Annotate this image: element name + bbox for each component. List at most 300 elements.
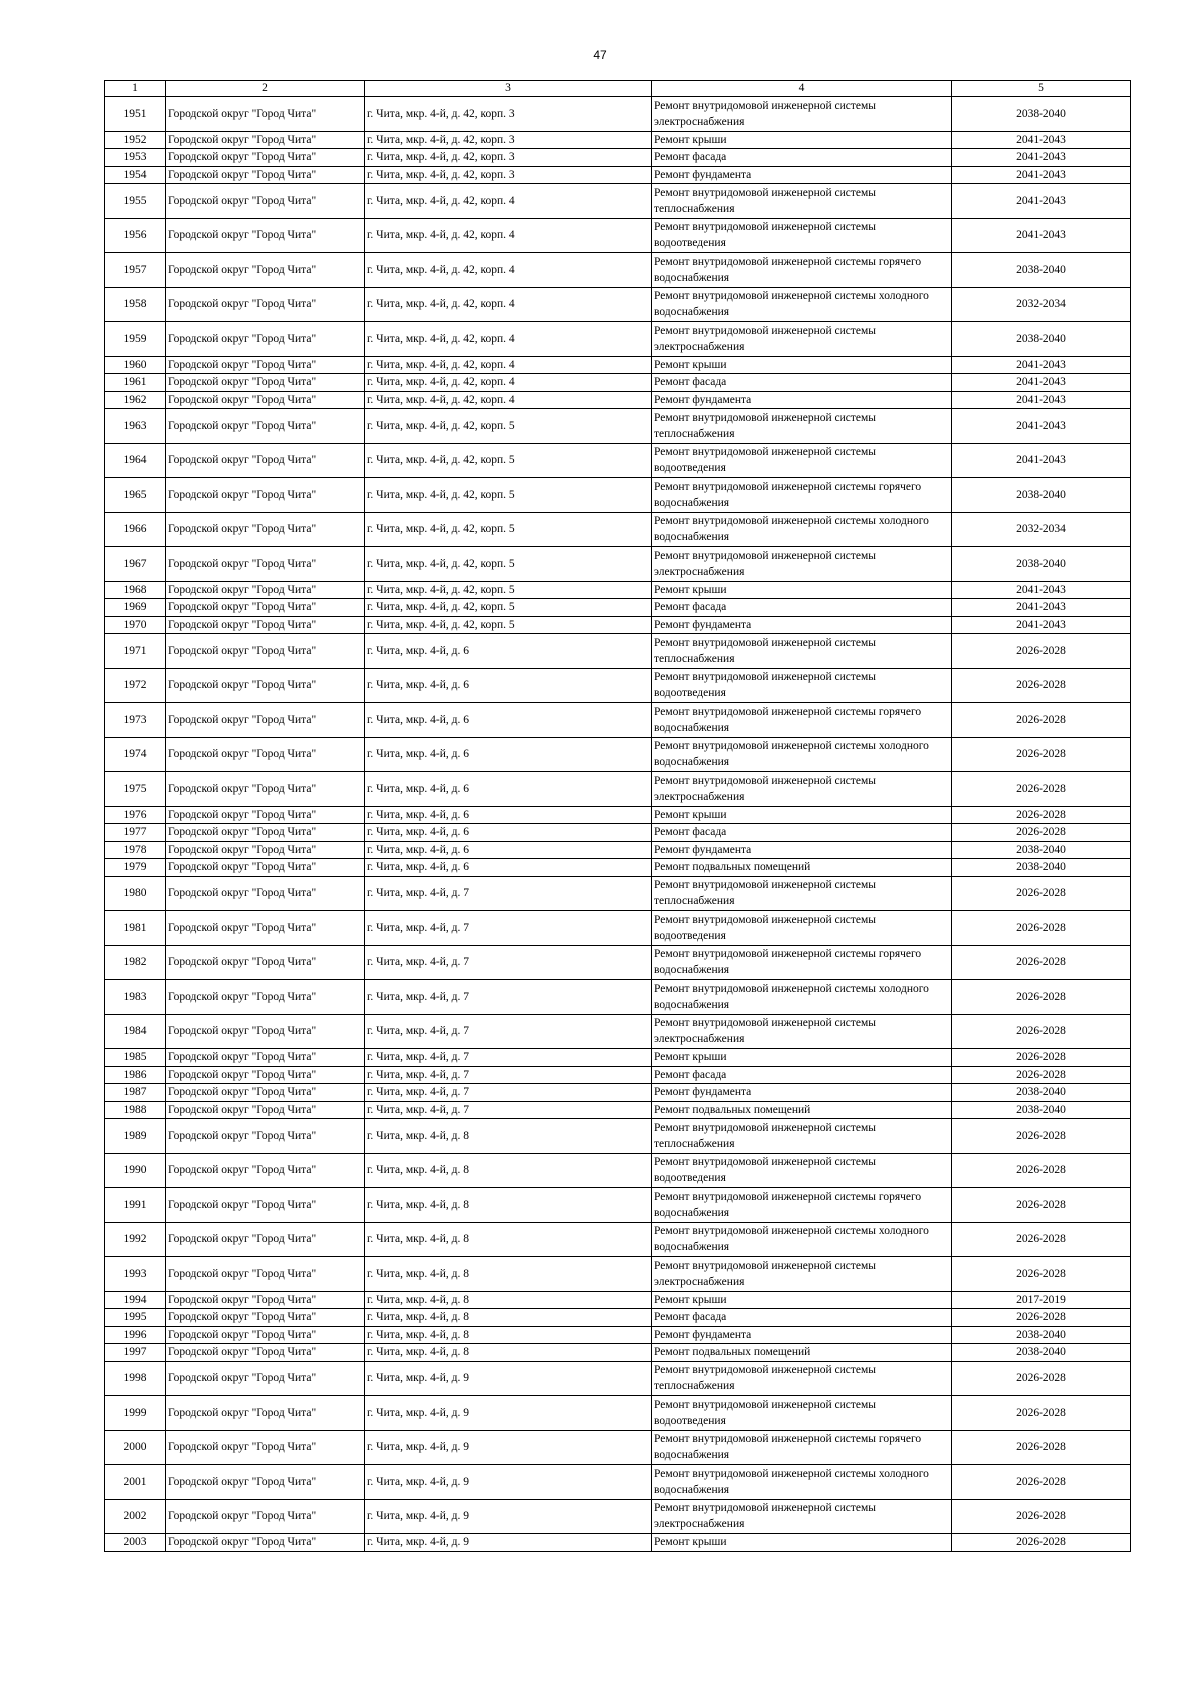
period-cell: 2038-2040 (952, 1101, 1131, 1119)
row-number-cell: 1979 (105, 859, 166, 877)
address-cell: г. Чита, мкр. 4-й, д. 7 (365, 1049, 652, 1067)
municipality-cell: Городской округ "Город Чита" (166, 824, 365, 842)
municipality-cell: Городской округ "Город Чита" (166, 1188, 365, 1223)
municipality-cell: Городской округ "Город Чита" (166, 1066, 365, 1084)
row-number-cell: 1962 (105, 391, 166, 409)
row-number-cell: 1955 (105, 184, 166, 219)
work-type-cell: Ремонт внутридомовой инженерной системы горячего водоснабжения (652, 1188, 952, 1223)
period-cell: 2026-2028 (952, 1188, 1131, 1223)
table-row (105, 287, 1131, 322)
address-cell: г. Чита, мкр. 4-й, д. 7 (365, 876, 652, 911)
period-cell: 2026-2028 (952, 1309, 1131, 1327)
address-cell: г. Чита, мкр. 4-й, д. 9 (365, 1361, 652, 1396)
period-cell: 2032-2034 (952, 287, 1131, 322)
table-row (105, 184, 1131, 219)
address-cell: г. Чита, мкр. 4-й, д. 42, корп. 4 (365, 253, 652, 288)
work-type-cell: Ремонт внутридомовой инженерной системы теплоснабжения (652, 409, 952, 444)
work-type-cell: Ремонт внутридомовой инженерной системы электроснабжения (652, 97, 952, 132)
municipality-cell: Городской округ "Город Чита" (166, 409, 365, 444)
period-cell: 2026-2028 (952, 1119, 1131, 1154)
table-row (105, 634, 1131, 669)
table-row (105, 824, 1131, 842)
column-header: 1 (105, 81, 166, 97)
address-cell: г. Чита, мкр. 4-й, д. 6 (365, 841, 652, 859)
row-number-cell: 1958 (105, 287, 166, 322)
period-cell: 2026-2028 (952, 1153, 1131, 1188)
row-number-cell: 1983 (105, 980, 166, 1015)
table-row (105, 478, 1131, 513)
period-cell: 2026-2028 (952, 737, 1131, 772)
work-type-cell: Ремонт крыши (652, 581, 952, 599)
address-cell: г. Чита, мкр. 4-й, д. 42, корп. 5 (365, 409, 652, 444)
work-type-cell: Ремонт внутридомовой инженерной системы водоотведения (652, 218, 952, 253)
work-type-cell: Ремонт внутридомовой инженерной системы электроснабжения (652, 547, 952, 582)
row-number-cell: 1974 (105, 737, 166, 772)
table-row (105, 616, 1131, 634)
period-cell: 2026-2028 (952, 824, 1131, 842)
period-cell: 2026-2028 (952, 806, 1131, 824)
address-cell: г. Чита, мкр. 4-й, д. 6 (365, 772, 652, 807)
period-cell: 2041-2043 (952, 616, 1131, 634)
period-cell: 2038-2040 (952, 322, 1131, 357)
period-cell: 2026-2028 (952, 668, 1131, 703)
address-cell: г. Чита, мкр. 4-й, д. 7 (365, 1084, 652, 1102)
work-type-cell: Ремонт подвальных помещений (652, 1101, 952, 1119)
table-row (105, 1499, 1131, 1534)
table-row (105, 668, 1131, 703)
row-number-cell: 1975 (105, 772, 166, 807)
row-number-cell: 1966 (105, 512, 166, 547)
table-row (105, 599, 1131, 617)
address-cell: г. Чита, мкр. 4-й, д. 42, корп. 5 (365, 616, 652, 634)
table-row (105, 356, 1131, 374)
row-number-cell: 1961 (105, 374, 166, 392)
period-cell: 2026-2028 (952, 945, 1131, 980)
table-row (105, 841, 1131, 859)
address-cell: г. Чита, мкр. 4-й, д. 9 (365, 1396, 652, 1431)
period-cell: 2017-2019 (952, 1291, 1131, 1309)
work-type-cell: Ремонт внутридомовой инженерной системы водоотведения (652, 668, 952, 703)
row-number-cell: 1993 (105, 1257, 166, 1292)
table-row (105, 1049, 1131, 1067)
row-number-cell: 1951 (105, 97, 166, 132)
row-number-cell: 1959 (105, 322, 166, 357)
table-row (105, 1344, 1131, 1362)
row-number-cell: 1984 (105, 1014, 166, 1049)
table-row (105, 980, 1131, 1015)
work-type-cell: Ремонт внутридомовой инженерной системы водоотведения (652, 1396, 952, 1431)
row-number-cell: 1960 (105, 356, 166, 374)
address-cell: г. Чита, мкр. 4-й, д. 8 (365, 1344, 652, 1362)
row-number-cell: 1953 (105, 149, 166, 167)
table-row (105, 945, 1131, 980)
work-type-cell: Ремонт внутридомовой инженерной системы холодного водоснабжения (652, 1465, 952, 1500)
period-cell: 2041-2043 (952, 409, 1131, 444)
municipality-cell: Городской округ "Город Чита" (166, 1153, 365, 1188)
municipality-cell: Городской округ "Город Чита" (166, 703, 365, 738)
period-cell: 2041-2043 (952, 131, 1131, 149)
table-row (105, 911, 1131, 946)
period-cell: 2038-2040 (952, 253, 1131, 288)
municipality-cell: Городской округ "Город Чита" (166, 1499, 365, 1534)
row-number-cell: 1972 (105, 668, 166, 703)
table-row (105, 876, 1131, 911)
period-cell: 2041-2043 (952, 599, 1131, 617)
work-type-cell: Ремонт фасада (652, 149, 952, 167)
row-number-cell: 1957 (105, 253, 166, 288)
address-cell: г. Чита, мкр. 4-й, д. 8 (365, 1326, 652, 1344)
work-type-cell: Ремонт внутридомовой инженерной системы электроснабжения (652, 1499, 952, 1534)
period-cell: 2026-2028 (952, 1257, 1131, 1292)
address-cell: г. Чита, мкр. 4-й, д. 7 (365, 980, 652, 1015)
municipality-cell: Городской округ "Город Чита" (166, 1534, 365, 1552)
address-cell: г. Чита, мкр. 4-й, д. 6 (365, 703, 652, 738)
table-row (105, 581, 1131, 599)
period-cell: 2026-2028 (952, 980, 1131, 1015)
row-number-cell: 1994 (105, 1291, 166, 1309)
municipality-cell: Городской округ "Город Чита" (166, 1430, 365, 1465)
table-row (105, 131, 1131, 149)
table-row (105, 1465, 1131, 1500)
table-row (105, 547, 1131, 582)
table-row (105, 1309, 1131, 1327)
period-cell: 2038-2040 (952, 97, 1131, 132)
address-cell: г. Чита, мкр. 4-й, д. 8 (365, 1291, 652, 1309)
address-cell: г. Чита, мкр. 4-й, д. 42, корп. 4 (365, 184, 652, 219)
period-cell: 2041-2043 (952, 218, 1131, 253)
address-cell: г. Чита, мкр. 4-й, д. 6 (365, 806, 652, 824)
municipality-cell: Городской округ "Город Чита" (166, 1119, 365, 1154)
work-type-cell: Ремонт внутридомовой инженерной системы горячего водоснабжения (652, 703, 952, 738)
row-number-cell: 2002 (105, 1499, 166, 1534)
period-cell: 2041-2043 (952, 374, 1131, 392)
address-cell: г. Чита, мкр. 4-й, д. 42, корп. 4 (365, 287, 652, 322)
table-row (105, 1014, 1131, 1049)
address-cell: г. Чита, мкр. 4-й, д. 6 (365, 859, 652, 877)
municipality-cell: Городской округ "Город Чита" (166, 149, 365, 167)
address-cell: г. Чита, мкр. 4-й, д. 42, корп. 4 (365, 374, 652, 392)
work-type-cell: Ремонт фасада (652, 599, 952, 617)
period-cell: 2026-2028 (952, 1066, 1131, 1084)
work-type-cell: Ремонт внутридомовой инженерной системы водоотведения (652, 911, 952, 946)
work-type-cell: Ремонт внутридомовой инженерной системы горячего водоснабжения (652, 945, 952, 980)
municipality-cell: Городской округ "Город Чита" (166, 599, 365, 617)
table-row (105, 1361, 1131, 1396)
period-cell: 2026-2028 (952, 1534, 1131, 1552)
address-cell: г. Чита, мкр. 4-й, д. 42, корп. 5 (365, 512, 652, 547)
period-cell: 2026-2028 (952, 1499, 1131, 1534)
address-cell: г. Чита, мкр. 4-й, д. 42, корп. 5 (365, 581, 652, 599)
table-row (105, 1430, 1131, 1465)
address-cell: г. Чита, мкр. 4-й, д. 42, корп. 5 (365, 547, 652, 582)
work-type-cell: Ремонт внутридомовой инженерной системы водоотведения (652, 443, 952, 478)
row-number-cell: 1996 (105, 1326, 166, 1344)
row-number-cell: 1978 (105, 841, 166, 859)
row-number-cell: 1970 (105, 616, 166, 634)
period-cell: 2026-2028 (952, 911, 1131, 946)
municipality-cell: Городской округ "Город Чита" (166, 166, 365, 184)
table-row (105, 97, 1131, 132)
repair-schedule-table (104, 80, 1131, 1552)
table-row (105, 1257, 1131, 1292)
address-cell: г. Чита, мкр. 4-й, д. 9 (365, 1430, 652, 1465)
municipality-cell: Городской округ "Город Чита" (166, 1465, 365, 1500)
period-cell: 2026-2028 (952, 1049, 1131, 1067)
period-cell: 2038-2040 (952, 1326, 1131, 1344)
table-row (105, 859, 1131, 877)
municipality-cell: Городской округ "Город Чита" (166, 945, 365, 980)
address-cell: г. Чита, мкр. 4-й, д. 6 (365, 824, 652, 842)
table-row (105, 1222, 1131, 1257)
row-number-cell: 1971 (105, 634, 166, 669)
municipality-cell: Городской округ "Город Чита" (166, 1222, 365, 1257)
work-type-cell: Ремонт внутридомовой инженерной системы холодного водоснабжения (652, 1222, 952, 1257)
period-cell: 2038-2040 (952, 1084, 1131, 1102)
row-number-cell: 1980 (105, 876, 166, 911)
municipality-cell: Городской округ "Город Чита" (166, 1309, 365, 1327)
table-row (105, 1534, 1131, 1552)
work-type-cell: Ремонт крыши (652, 806, 952, 824)
work-type-cell: Ремонт крыши (652, 131, 952, 149)
column-header: 4 (652, 81, 952, 97)
table-row (105, 1291, 1131, 1309)
period-cell: 2038-2040 (952, 841, 1131, 859)
period-cell: 2038-2040 (952, 547, 1131, 582)
row-number-cell: 1988 (105, 1101, 166, 1119)
work-type-cell: Ремонт внутридомовой инженерной системы электроснабжения (652, 322, 952, 357)
work-type-cell: Ремонт фасада (652, 374, 952, 392)
work-type-cell: Ремонт фасада (652, 824, 952, 842)
row-number-cell: 1956 (105, 218, 166, 253)
period-cell: 2026-2028 (952, 634, 1131, 669)
row-number-cell: 1954 (105, 166, 166, 184)
period-cell: 2026-2028 (952, 1222, 1131, 1257)
row-number-cell: 1965 (105, 478, 166, 513)
work-type-cell: Ремонт внутридомовой инженерной системы холодного водоснабжения (652, 287, 952, 322)
work-type-cell: Ремонт внутридомовой инженерной системы электроснабжения (652, 1014, 952, 1049)
municipality-cell: Городской округ "Город Чита" (166, 581, 365, 599)
work-type-cell: Ремонт внутридомовой инженерной системы горячего водоснабжения (652, 1430, 952, 1465)
work-type-cell: Ремонт внутридомовой инженерной системы теплоснабжения (652, 1361, 952, 1396)
row-number-cell: 1986 (105, 1066, 166, 1084)
row-number-cell: 1992 (105, 1222, 166, 1257)
table-row (105, 772, 1131, 807)
municipality-cell: Городской округ "Город Чита" (166, 980, 365, 1015)
address-cell: г. Чита, мкр. 4-й, д. 7 (365, 911, 652, 946)
row-number-cell: 1968 (105, 581, 166, 599)
municipality-cell: Городской округ "Город Чита" (166, 772, 365, 807)
table-body (105, 81, 1131, 1552)
work-type-cell: Ремонт фасада (652, 1309, 952, 1327)
address-cell: г. Чита, мкр. 4-й, д. 6 (365, 668, 652, 703)
address-cell: г. Чита, мкр. 4-й, д. 7 (365, 1014, 652, 1049)
address-cell: г. Чита, мкр. 4-й, д. 8 (365, 1153, 652, 1188)
period-cell: 2038-2040 (952, 478, 1131, 513)
work-type-cell: Ремонт внутридомовой инженерной системы горячего водоснабжения (652, 478, 952, 513)
work-type-cell: Ремонт внутридомовой инженерной системы теплоснабжения (652, 876, 952, 911)
municipality-cell: Городской округ "Город Чита" (166, 131, 365, 149)
address-cell: г. Чита, мкр. 4-й, д. 9 (365, 1465, 652, 1500)
work-type-cell: Ремонт крыши (652, 1049, 952, 1067)
period-cell: 2041-2043 (952, 391, 1131, 409)
period-cell: 2026-2028 (952, 703, 1131, 738)
work-type-cell: Ремонт внутридомовой инженерной системы холодного водоснабжения (652, 737, 952, 772)
address-cell: г. Чита, мкр. 4-й, д. 9 (365, 1534, 652, 1552)
work-type-cell: Ремонт крыши (652, 356, 952, 374)
row-number-cell: 1967 (105, 547, 166, 582)
address-cell: г. Чита, мкр. 4-й, д. 42, корп. 5 (365, 443, 652, 478)
period-cell: 2032-2034 (952, 512, 1131, 547)
municipality-cell: Городской округ "Город Чита" (166, 374, 365, 392)
municipality-cell: Городской округ "Город Чита" (166, 322, 365, 357)
table-row (105, 1119, 1131, 1154)
work-type-cell: Ремонт фундамента (652, 166, 952, 184)
period-cell: 2041-2043 (952, 149, 1131, 167)
table-row (105, 1396, 1131, 1431)
work-type-cell: Ремонт фундамента (652, 1326, 952, 1344)
table-row (105, 443, 1131, 478)
table-row (105, 1084, 1131, 1102)
period-cell: 2026-2028 (952, 1396, 1131, 1431)
municipality-cell: Городской округ "Город Чита" (166, 634, 365, 669)
address-cell: г. Чита, мкр. 4-й, д. 7 (365, 945, 652, 980)
column-header: 3 (365, 81, 652, 97)
table-row (105, 737, 1131, 772)
table-row (105, 218, 1131, 253)
address-cell: г. Чита, мкр. 4-й, д. 42, корп. 4 (365, 322, 652, 357)
work-type-cell: Ремонт крыши (652, 1534, 952, 1552)
address-cell: г. Чита, мкр. 4-й, д. 9 (365, 1499, 652, 1534)
municipality-cell: Городской округ "Город Чита" (166, 253, 365, 288)
row-number-cell: 1985 (105, 1049, 166, 1067)
municipality-cell: Городской округ "Город Чита" (166, 1257, 365, 1292)
table-row (105, 149, 1131, 167)
municipality-cell: Городской округ "Город Чита" (166, 616, 365, 634)
work-type-cell: Ремонт фундамента (652, 1084, 952, 1102)
table-row (105, 1153, 1131, 1188)
address-cell: г. Чита, мкр. 4-й, д. 6 (365, 634, 652, 669)
work-type-cell: Ремонт фундамента (652, 391, 952, 409)
address-cell: г. Чита, мкр. 4-й, д. 42, корп. 5 (365, 478, 652, 513)
municipality-cell: Городской округ "Город Чита" (166, 1396, 365, 1431)
table-row (105, 391, 1131, 409)
municipality-cell: Городской округ "Город Чита" (166, 1101, 365, 1119)
period-cell: 2026-2028 (952, 876, 1131, 911)
period-cell: 2041-2043 (952, 443, 1131, 478)
row-number-cell: 1963 (105, 409, 166, 444)
municipality-cell: Городской округ "Город Чита" (166, 547, 365, 582)
table-row (105, 322, 1131, 357)
address-cell: г. Чита, мкр. 4-й, д. 7 (365, 1066, 652, 1084)
municipality-cell: Городской округ "Город Чита" (166, 1014, 365, 1049)
municipality-cell: Городской округ "Город Чита" (166, 859, 365, 877)
municipality-cell: Городской округ "Город Чита" (166, 876, 365, 911)
period-cell: 2026-2028 (952, 1361, 1131, 1396)
period-cell: 2041-2043 (952, 581, 1131, 599)
municipality-cell: Городской округ "Город Чита" (166, 1049, 365, 1067)
municipality-cell: Городской округ "Город Чита" (166, 356, 365, 374)
row-number-cell: 1973 (105, 703, 166, 738)
table-row (105, 1188, 1131, 1223)
address-cell: г. Чита, мкр. 4-й, д. 42, корп. 4 (365, 391, 652, 409)
address-cell: г. Чита, мкр. 4-й, д. 7 (365, 1101, 652, 1119)
work-type-cell: Ремонт крыши (652, 1291, 952, 1309)
period-cell: 2026-2028 (952, 772, 1131, 807)
work-type-cell: Ремонт внутридомовой инженерной системы электроснабжения (652, 772, 952, 807)
address-cell: г. Чита, мкр. 4-й, д. 42, корп. 3 (365, 149, 652, 167)
row-number-cell: 1991 (105, 1188, 166, 1223)
municipality-cell: Городской округ "Город Чита" (166, 287, 365, 322)
work-type-cell: Ремонт внутридомовой инженерной системы холодного водоснабжения (652, 980, 952, 1015)
municipality-cell: Городской округ "Город Чита" (166, 806, 365, 824)
row-number-cell: 2000 (105, 1430, 166, 1465)
row-number-cell: 2003 (105, 1534, 166, 1552)
row-number-cell: 1990 (105, 1153, 166, 1188)
municipality-cell: Городской округ "Город Чита" (166, 841, 365, 859)
column-header: 5 (952, 81, 1131, 97)
row-number-cell: 1952 (105, 131, 166, 149)
period-cell: 2026-2028 (952, 1014, 1131, 1049)
address-cell: г. Чита, мкр. 4-й, д. 8 (365, 1188, 652, 1223)
address-cell: г. Чита, мкр. 4-й, д. 8 (365, 1309, 652, 1327)
row-number-cell: 1982 (105, 945, 166, 980)
municipality-cell: Городской округ "Город Чита" (166, 911, 365, 946)
row-number-cell: 1976 (105, 806, 166, 824)
municipality-cell: Городской округ "Город Чита" (166, 512, 365, 547)
table-row (105, 253, 1131, 288)
row-number-cell: 1997 (105, 1344, 166, 1362)
address-cell: г. Чита, мкр. 4-й, д. 42, корп. 3 (365, 97, 652, 132)
table-row (105, 1101, 1131, 1119)
period-cell: 2041-2043 (952, 166, 1131, 184)
row-number-cell: 2001 (105, 1465, 166, 1500)
table-row (105, 806, 1131, 824)
page-number: 47 (593, 48, 607, 62)
work-type-cell: Ремонт внутридомовой инженерной системы теплоснабжения (652, 1119, 952, 1154)
table-row (105, 512, 1131, 547)
row-number-cell: 1969 (105, 599, 166, 617)
work-type-cell: Ремонт внутридомовой инженерной системы теплоснабжения (652, 634, 952, 669)
address-cell: г. Чита, мкр. 4-й, д. 8 (365, 1119, 652, 1154)
period-cell: 2026-2028 (952, 1465, 1131, 1500)
work-type-cell: Ремонт внутридомовой инженерной системы холодного водоснабжения (652, 512, 952, 547)
work-type-cell: Ремонт внутридомовой инженерной системы водоотведения (652, 1153, 952, 1188)
municipality-cell: Городской округ "Город Чита" (166, 1291, 365, 1309)
row-number-cell: 1964 (105, 443, 166, 478)
column-number-header-row (105, 81, 1131, 97)
municipality-cell: Городской округ "Город Чита" (166, 668, 365, 703)
municipality-cell: Городской округ "Город Чита" (166, 218, 365, 253)
municipality-cell: Городской округ "Город Чита" (166, 478, 365, 513)
address-cell: г. Чита, мкр. 4-й, д. 42, корп. 3 (365, 131, 652, 149)
row-number-cell: 1999 (105, 1396, 166, 1431)
table-row (105, 1326, 1131, 1344)
table-row (105, 1066, 1131, 1084)
address-cell: г. Чита, мкр. 4-й, д. 42, корп. 4 (365, 356, 652, 374)
work-type-cell: Ремонт подвальных помещений (652, 859, 952, 877)
period-cell: 2038-2040 (952, 1344, 1131, 1362)
row-number-cell: 1977 (105, 824, 166, 842)
address-cell: г. Чита, мкр. 4-й, д. 42, корп. 3 (365, 166, 652, 184)
table-row (105, 166, 1131, 184)
row-number-cell: 1998 (105, 1361, 166, 1396)
municipality-cell: Городской округ "Город Чита" (166, 1084, 365, 1102)
row-number-cell: 1989 (105, 1119, 166, 1154)
row-number-cell: 1981 (105, 911, 166, 946)
address-cell: г. Чита, мкр. 4-й, д. 8 (365, 1222, 652, 1257)
municipality-cell: Городской округ "Город Чита" (166, 1361, 365, 1396)
work-type-cell: Ремонт внутридомовой инженерной системы горячего водоснабжения (652, 253, 952, 288)
